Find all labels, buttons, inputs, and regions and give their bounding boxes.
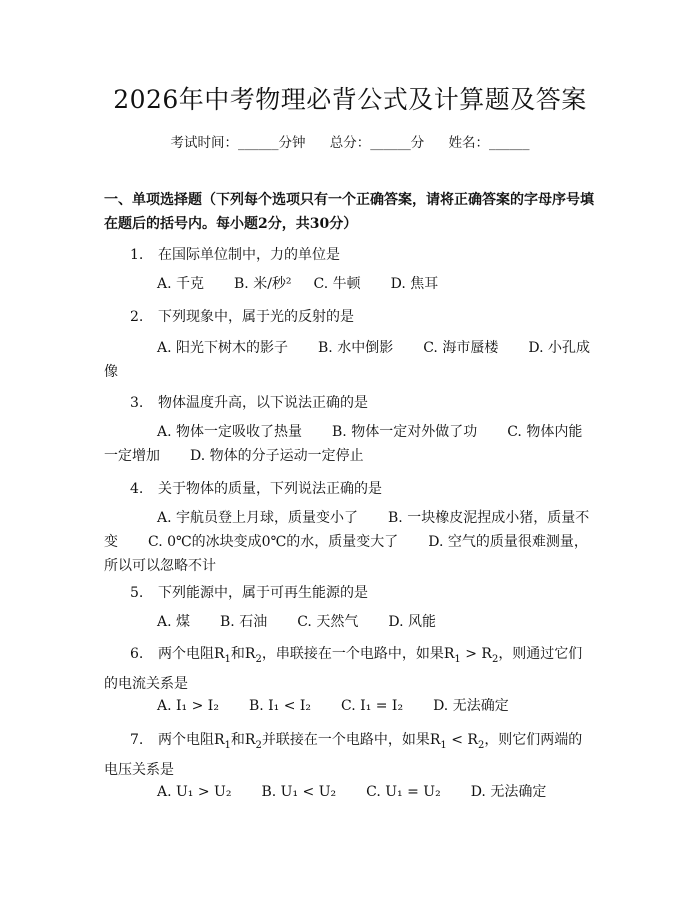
subscript: 2	[477, 739, 485, 751]
question-stem-part: > R	[460, 646, 492, 662]
question-number: 2.	[130, 309, 144, 325]
option-a: A. 煤	[157, 614, 191, 630]
option-c: C. 天然气	[297, 614, 359, 630]
question-stem-part: < R	[446, 732, 478, 748]
question-4	[130, 478, 382, 498]
question-3-options	[104, 420, 596, 468]
question-4-options	[104, 506, 596, 578]
option-b: B. U₁ < U₂	[261, 784, 337, 800]
option-d: D. 空气的质量很难测量，所以可以忽略不计	[104, 534, 588, 574]
option-a: A. I₁ > I₂	[157, 698, 219, 714]
option-d: D. 风能	[388, 614, 436, 630]
option-a: A. 物体一定吸收了热量	[157, 424, 303, 440]
question-number: 7.	[130, 732, 144, 748]
option-c: C. 0℃的冰块变成0℃的水，质量变大了	[148, 534, 399, 550]
subscript: 2	[491, 653, 499, 665]
question-number: 1.	[130, 247, 144, 263]
question-7	[104, 728, 596, 782]
option-b: B. 米/秒²	[234, 276, 292, 292]
subscript: 1	[224, 653, 231, 665]
question-number: 6.	[130, 646, 144, 662]
question-1	[130, 244, 340, 264]
question-6-options	[104, 694, 596, 718]
option-d: D. 焦耳	[390, 276, 439, 292]
question-number: 3.	[130, 395, 144, 411]
question-stem-part: ，串联接在一个电路中，如果R	[261, 646, 455, 662]
option-d: D. 小孔成像	[104, 340, 590, 380]
option-a: A. U₁ > U₂	[157, 784, 232, 800]
question-5	[130, 582, 368, 602]
option-b: B. 水中倒影	[318, 340, 394, 356]
option-c: C. I₁ = I₂	[341, 698, 404, 714]
question-5-options	[104, 610, 596, 634]
subscript: 1	[224, 739, 231, 751]
option-c: C. U₁ = U₂	[366, 784, 441, 800]
option-c: C. 海市蜃楼	[423, 340, 499, 356]
option-d: D. 无法确定	[470, 784, 547, 800]
question-stem: 物体温度升高，以下说法正确的是	[158, 395, 368, 411]
question-3	[130, 392, 368, 412]
question-stem-part: ，则通过它们的电流关系是	[104, 646, 583, 692]
question-stem-part: 两个电阻R	[158, 732, 225, 748]
option-a: A. 宇航员登上月球，质量变小了	[157, 510, 359, 526]
question-stem-part: 和R	[230, 732, 256, 748]
exam-name: 姓名：______	[448, 135, 530, 151]
question-1-options	[104, 272, 596, 296]
option-d: D. 物体的分子运动一定停止	[190, 448, 364, 464]
option-d: D. 无法确定	[433, 698, 509, 714]
question-stem: 关于物体的质量，下列说法正确的是	[158, 481, 382, 497]
question-stem: 在国际单位制中，力的单位是	[158, 247, 340, 263]
exam-time: 考试时间：______分钟	[170, 135, 306, 151]
question-stem-part: 并联接在一个电路中，如果R	[261, 732, 441, 748]
option-c: C. 牛顿	[313, 276, 361, 292]
question-stem-part: 两个电阻R	[158, 646, 225, 662]
section-heading: 一、单项选择题（下列每个选项只有一个正确答案，请将正确答案的字母序号填在题后的括号内。每小题2分，共30分）	[104, 192, 594, 232]
option-a: A. 阳光下树木的影子	[157, 340, 289, 356]
question-stem-part: 和R	[230, 646, 256, 662]
question-2	[130, 306, 354, 326]
subscript: 2	[255, 739, 262, 751]
option-a: A. 千克	[157, 276, 205, 292]
question-stem-part: ，则它们两端的电压关系是	[104, 732, 583, 778]
subscript: 1	[454, 653, 461, 665]
exam-score: 总分：______分	[329, 135, 425, 151]
question-stem: 下列能源中，属于可再生能源的是	[158, 585, 368, 601]
exam-meta	[0, 131, 700, 151]
question-6	[104, 642, 596, 696]
question-2-options	[104, 336, 596, 384]
page-title: 2026年中考物理必背公式及计算题及答案	[113, 85, 587, 114]
question-number: 4.	[130, 481, 144, 497]
subscript: 2	[255, 653, 262, 665]
option-b: B. I₁ < I₂	[248, 698, 312, 714]
option-b: B. 一块橡皮泥捏成小猪，质量不变	[104, 510, 590, 550]
question-number: 5.	[130, 585, 144, 601]
option-c: C. 物体内能一定增加	[104, 424, 583, 464]
question-stem: 下列现象中，属于光的反射的是	[158, 309, 354, 325]
subscript: 1	[440, 739, 447, 751]
option-b: B. 石油	[220, 614, 268, 630]
question-7-options	[104, 780, 596, 804]
option-b: B. 物体一定对外做了功	[332, 424, 478, 440]
